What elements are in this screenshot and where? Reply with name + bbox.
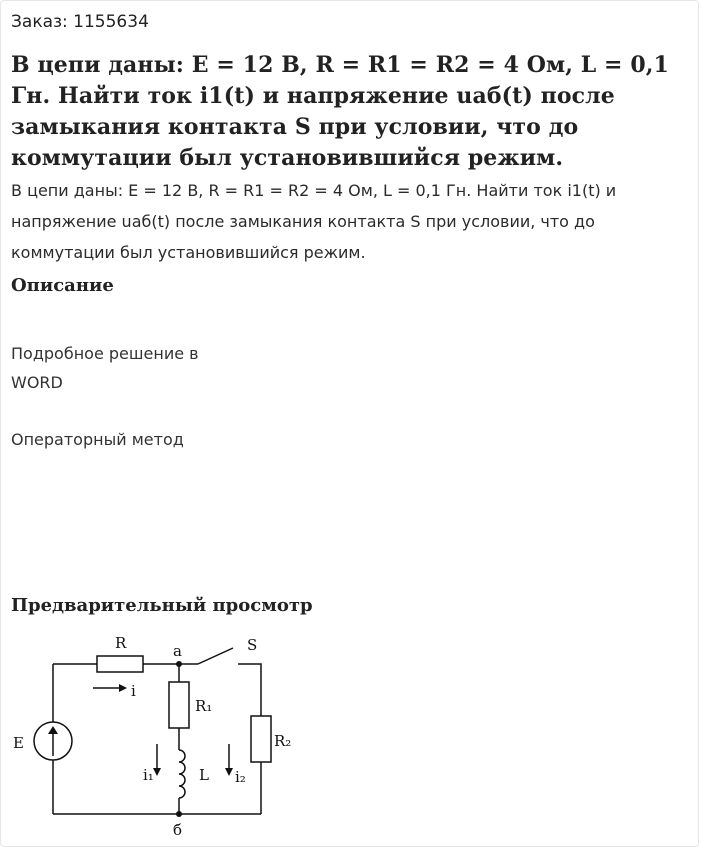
label-i1: i₁ [143,766,154,784]
circuit-diagram [1,626,321,846]
label-e: E [13,734,24,752]
label-l: L [199,766,209,784]
preview-heading: Предварительный просмотр [11,595,313,616]
wire-top-right [238,664,261,716]
label-i: i [131,682,136,700]
description-text [11,339,199,397]
arrowhead-i1 [153,768,161,776]
node-b [176,811,182,817]
switch-s [198,648,233,664]
label-a: a [173,642,182,660]
label-i2: i₂ [235,768,246,786]
description-line-1: Подробное решение в [11,344,199,363]
description-heading: Описание [11,275,114,296]
inductor-l [179,750,185,798]
arrowhead-i2 [225,768,233,776]
order-number: Заказ: 1155634 [11,12,149,32]
task-description: В цепи даны: E = 12 В, R = R1 = R2 = 4 Ом, L = 0,1 Гн. Найти ток i1(t) и напряжение uаб(t) после замыкания контакта S при условии, что до коммутации был установившийся режим. [11,181,617,262]
label-s: S [247,636,258,654]
node-a [176,661,182,667]
source-arrowhead [48,726,58,734]
label-b: б [173,821,183,839]
arrowhead-i [119,684,127,692]
label-r2: R₂ [274,732,292,750]
resistor-r2 [251,716,271,762]
label-r: R [115,634,127,652]
resistor-r [97,656,143,672]
page-title: В цепи даны: E = 12 В, R = R1 = R2 = 4 Ом, L = 0,1 Гн. Найти ток i1(t) и напряжение uаб(t) после замыкания контакта S при условии, что до коммутации был установившийся режим. [11,52,669,171]
method-text: Операторный метод [11,430,184,449]
description-line-2: WORD [11,373,63,392]
label-r1: R₁ [195,697,213,715]
resistor-r1 [169,682,189,728]
